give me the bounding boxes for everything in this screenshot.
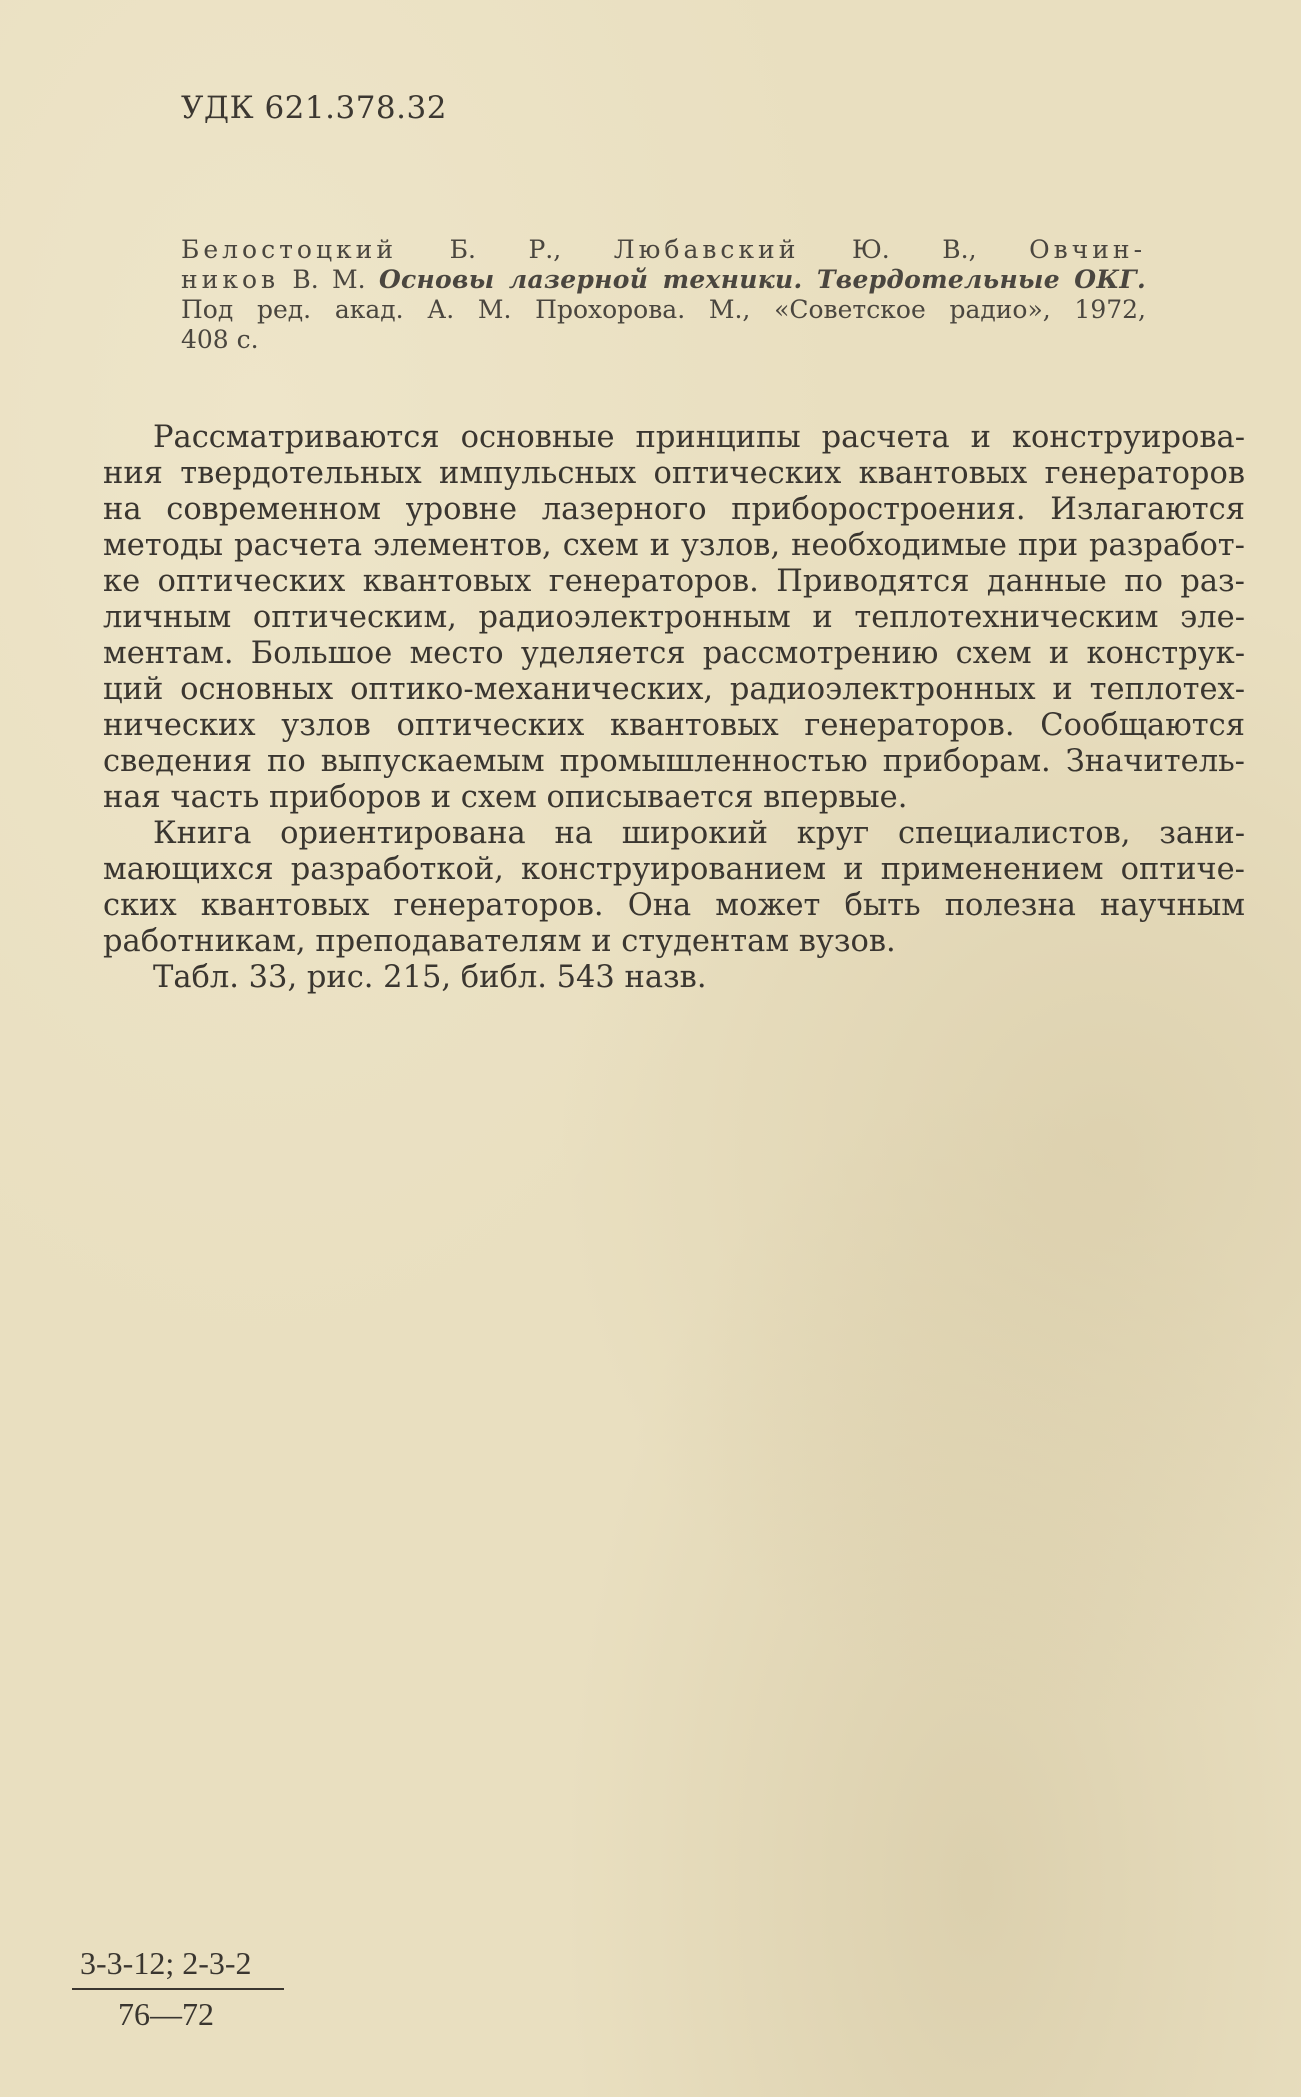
abstract-line: ке оптических квантовых генераторов. Приводятся данные по раз-: [103, 564, 1245, 599]
biblio-segment: Любавский: [613, 235, 800, 264]
abstract-line: Книга ориентирована на широкий круг специалистов, зани-: [153, 816, 1245, 851]
fraction-rule: [72, 1988, 284, 1990]
biblio-line: [181, 265, 1146, 295]
abstract-line: сведения по выпускаемым промышленностью приборам. Значитель-: [103, 744, 1245, 779]
abstract-line: ния твердотельных импульсных оптических квантовых генераторов: [103, 456, 1245, 491]
abstract-line: Табл. 33, рис. 215, библ. 543 назв.: [153, 960, 707, 995]
abstract-line: ментам. Большое место уделяется рассмотрению схем и конструк-: [103, 636, 1245, 671]
biblio-segment: Б. Р.,: [397, 235, 614, 264]
biblio-line: [181, 325, 1146, 355]
biblio-line: [181, 295, 1146, 325]
biblio-segment: Овчин-: [1029, 235, 1146, 264]
biblio-segment: Белостоцкий: [181, 235, 398, 264]
abstract: [103, 420, 1245, 996]
biblio-segment: Под ред. акад. А. М. Прохорова. М., «Советское радио», 1972,: [181, 295, 1146, 324]
classification-code: [78, 1945, 284, 2033]
abstract-line: личным оптическим, радиоэлектронным и теплотехническим эле-: [103, 600, 1245, 635]
abstract-line: мающихся разработкой, конструированием и применением оптиче-: [103, 852, 1245, 887]
abstract-line: нических узлов оптических квантовых генераторов. Сообщаются: [103, 708, 1245, 743]
biblio-line: [181, 235, 1146, 265]
abstract-line: работникам, преподавателям и студентам вузов.: [103, 924, 896, 959]
classification-numerator: 3-3-12; 2-3-2: [80, 1945, 252, 1981]
bibliographic-description: [181, 235, 1146, 355]
biblio-segment: В. М.: [279, 265, 379, 294]
biblio-segment: 408 с.: [181, 325, 259, 354]
abstract-line: ских квантовых генераторов. Она может быть полезна научным: [103, 888, 1245, 923]
abstract-line: на современном уровне лазерного приборостроения. Излагаются: [103, 492, 1245, 527]
abstract-line: ций основных оптико-механических, радиоэлектронных и теплотех-: [103, 672, 1245, 707]
biblio-segment: ников: [181, 265, 280, 294]
classification-denominator: 76—72: [118, 1996, 214, 2032]
abstract-line: ная часть приборов и схем описывается впервые.: [103, 780, 908, 815]
biblio-segment: Ю. В.,: [799, 235, 1030, 264]
biblio-segment: Основы лазерной техники. Твердотельные ОКГ.: [378, 265, 1146, 294]
udk-code: УДК 621.378.32: [181, 90, 447, 126]
abstract-line: методы расчета элементов, схем и узлов, необходимые при разработ-: [103, 528, 1245, 563]
abstract-line: Рассматриваются основные принципы расчета и конструирова-: [153, 420, 1245, 455]
